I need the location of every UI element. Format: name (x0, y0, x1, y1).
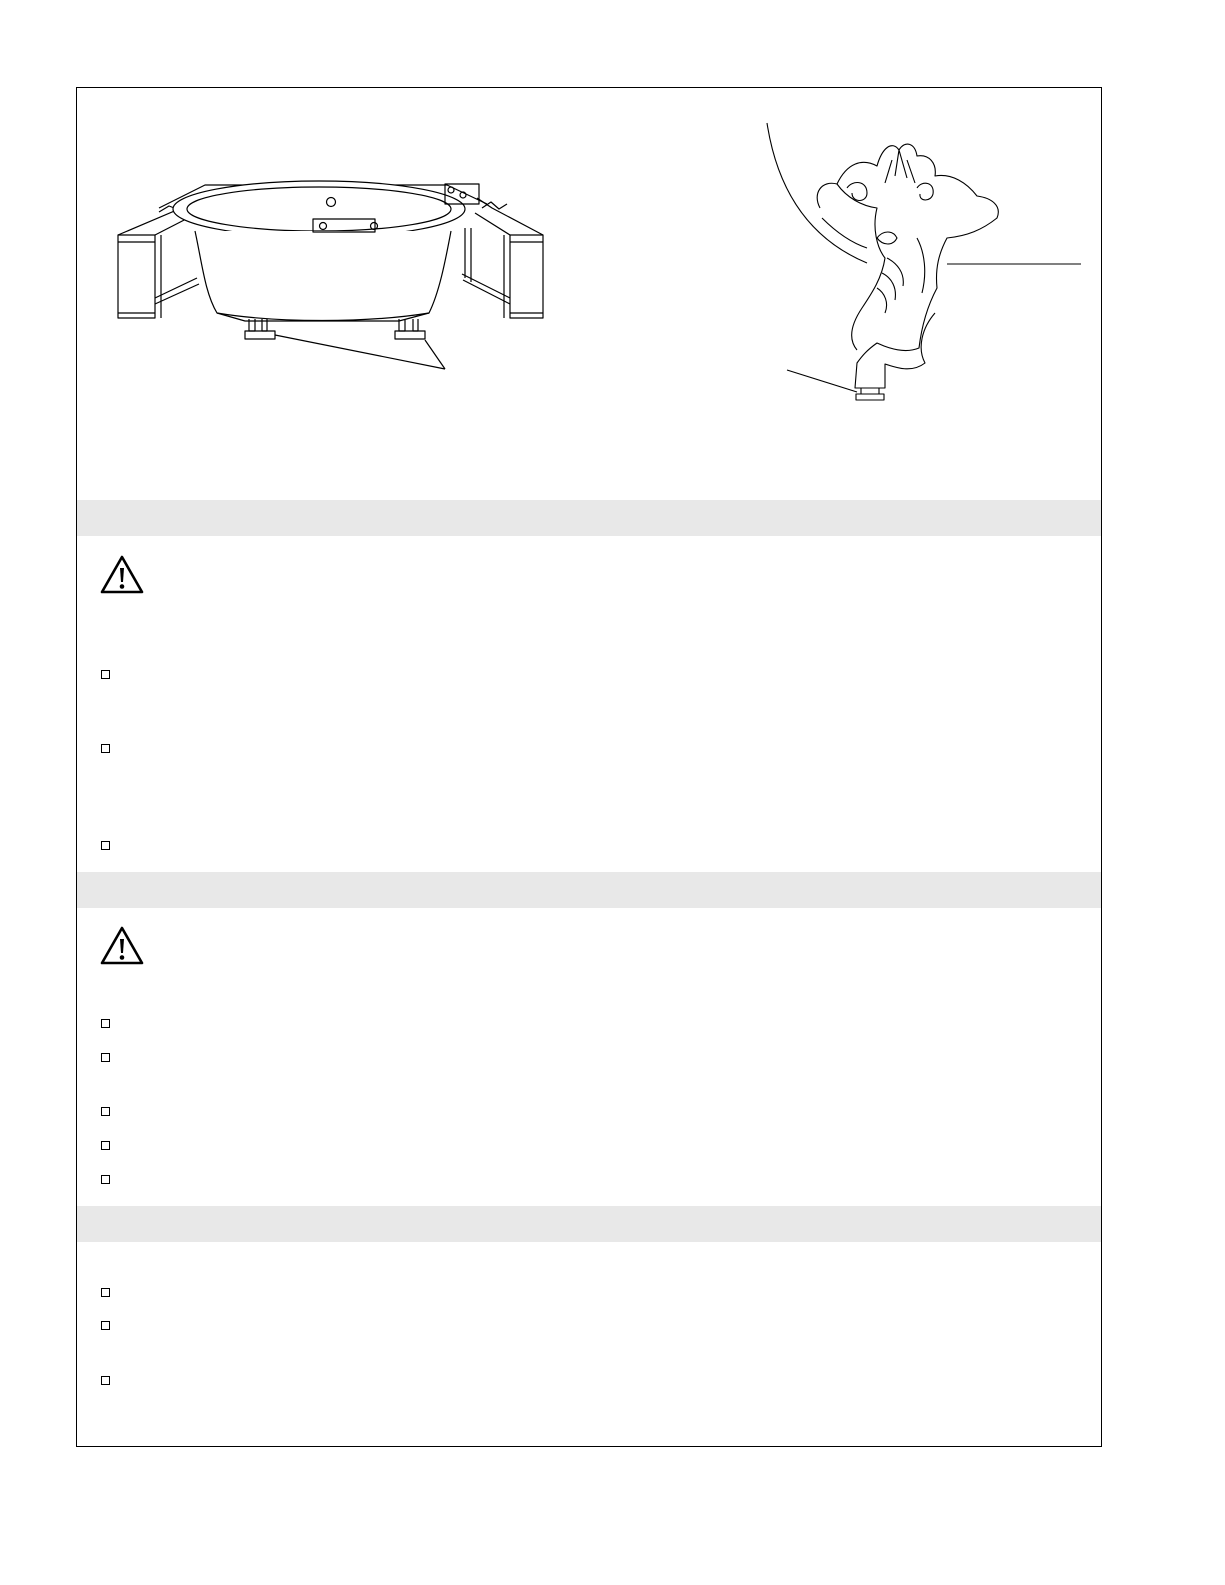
checkbox-icon[interactable] (101, 841, 110, 850)
section-band-1 (77, 500, 1101, 536)
warning-icon (99, 554, 145, 596)
checkbox-icon[interactable] (101, 1175, 110, 1184)
checkbox-icon[interactable] (101, 1141, 110, 1150)
checkbox-icon[interactable] (101, 1019, 110, 1028)
checkbox-icon[interactable] (101, 1321, 110, 1330)
warning-icon (99, 925, 145, 967)
figure-area (77, 88, 1103, 500)
checkbox-icon[interactable] (101, 744, 110, 753)
page-frame (76, 87, 1102, 1447)
section-band-3 (77, 1206, 1101, 1242)
section-band-2 (77, 872, 1101, 908)
clawfoot-leg-illustration (767, 123, 1081, 400)
bathtub-illustration (118, 181, 543, 369)
checkbox-icon[interactable] (101, 1107, 110, 1116)
checkbox-icon[interactable] (101, 1376, 110, 1385)
checkbox-icon[interactable] (101, 1288, 110, 1297)
checkbox-icon[interactable] (101, 1053, 110, 1062)
checkbox-icon[interactable] (101, 670, 110, 679)
